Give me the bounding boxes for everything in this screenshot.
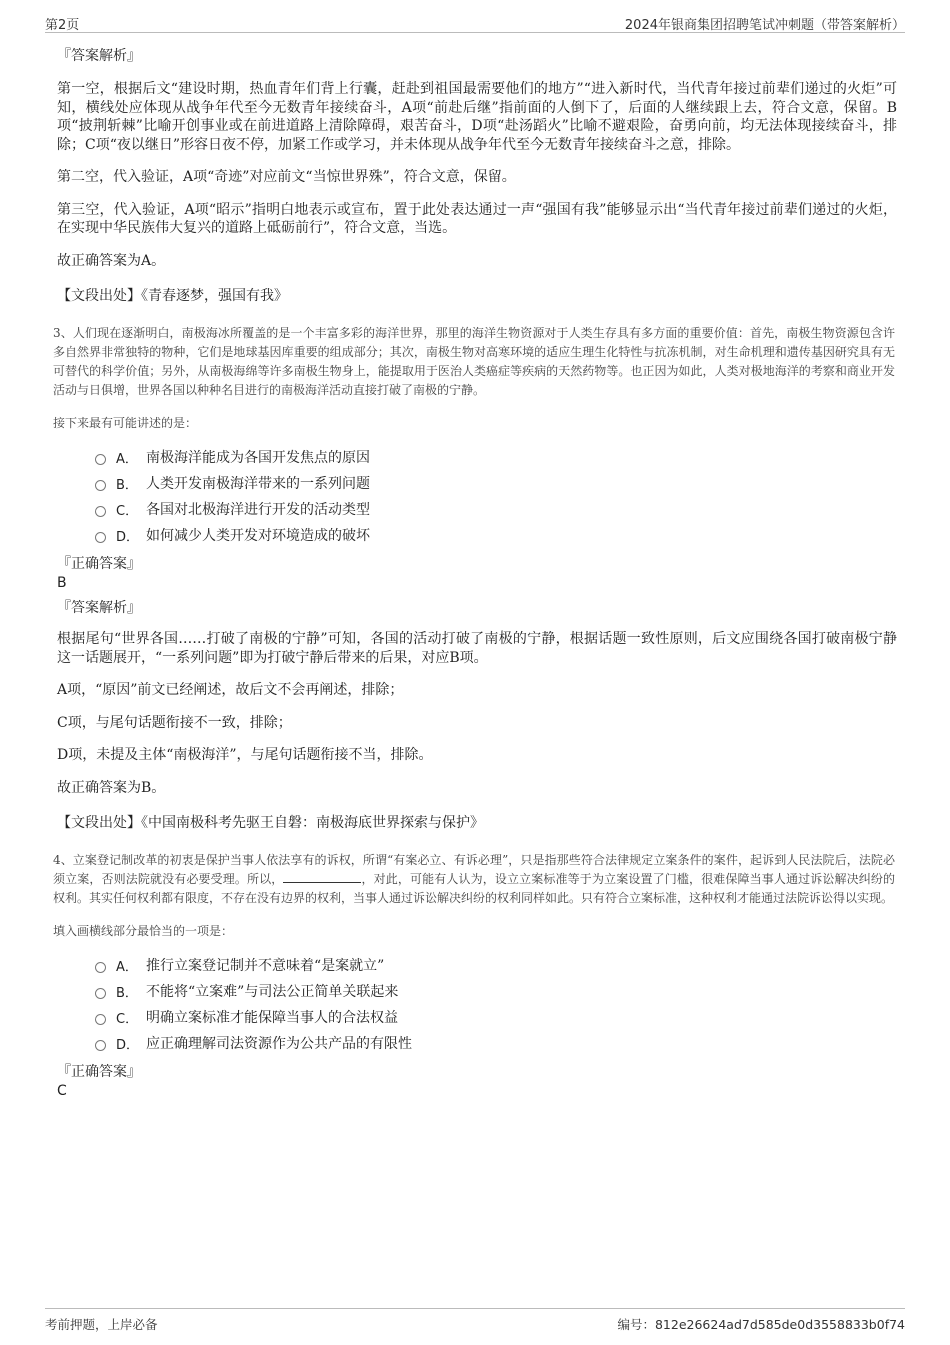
question-stem: 3、人们现在逐渐明白，南极海冰所覆盖的是一个丰富多彩的海洋世界，那里的海洋生物资源对于人类生存具有多方面的重要价值：首先，南极生物资源包含许多自然界非常独特的物种，它们是地球基因库重要的组成部分；其次，南极生物对高寒环境的适应生理生化特性与抗冻机制，对生命机理和遗传基因研究具有无可替代的科学价值；另外，从南极海绵等许多南极生物身上，能提取用于医治人类癌症等疾病的天然药物等。也正因为如此，人类对极地海洋的考察和商业开发活动与日俱增，世界各国以种种名目进行的南极海洋活动直接打破了南极的宁静。 bbox=[53, 326, 895, 397]
radio-button[interactable] bbox=[95, 1040, 106, 1051]
analysis-paragraph: 根据尾句“世界各国……打破了南极的宁静”可知，各国的活动打破了南极的宁静，根据话题一致性原则，后文应围绕各国打破南极宁静这一话题展开，“一系列问题”即为打破宁静后带来的后果，对应B项。 bbox=[57, 631, 897, 666]
option-list bbox=[95, 444, 897, 548]
option-b[interactable] bbox=[95, 470, 897, 496]
radio-button[interactable] bbox=[95, 962, 106, 973]
option-text: 南极海洋能成为各国开发焦点的原因 bbox=[146, 450, 370, 466]
page-footer bbox=[45, 1308, 905, 1335]
analysis-paragraph: 第一空，根据后文“建设时期，热血青年们背上行囊，赶赴到祖国最需要他们的地方”“进入新时代，当代青年接过前辈们递过的火炬”可知，横线处应体现从战争年代至今无数青年接续奋斗，A项“前赴后继”指前面的人倒下了，后面的人继续跟上去，符合文意，保留。B项“披荆斩棘”比喻开创事业或在前进道路上清除障碍，艰苦奋斗，D项“赴汤蹈火”比喻不避艰险，奋勇向前，均无法体现接续奋斗，排除；C项“夜以继日”形容日夜不停，加紧工作或学习，并未体现从战争年代至今无数青年接续奋斗之意，排除。 bbox=[57, 81, 897, 153]
analysis-conclusion: 故正确答案为B。 bbox=[57, 779, 166, 796]
option-text: 应正确理解司法资源作为公共产品的有限性 bbox=[146, 1036, 412, 1052]
option-d[interactable] bbox=[95, 1030, 897, 1056]
option-label: A． bbox=[116, 451, 138, 467]
option-d[interactable] bbox=[95, 522, 897, 548]
option-label: C． bbox=[116, 1011, 139, 1027]
option-c[interactable] bbox=[95, 1004, 897, 1030]
radio-button[interactable] bbox=[95, 506, 106, 517]
option-list bbox=[95, 952, 897, 1056]
option-text: 各国对北极海洋进行开发的活动类型 bbox=[146, 502, 370, 518]
option-a[interactable] bbox=[95, 952, 897, 978]
option-label: B． bbox=[116, 985, 138, 1001]
option-c[interactable] bbox=[95, 496, 897, 522]
option-label: D． bbox=[116, 1037, 140, 1053]
passage-source: 【文段出处】《中国南极科考先驱王自磐：南极海底世界探索与保护》 bbox=[57, 815, 484, 831]
question-stem bbox=[53, 851, 895, 908]
option-text: 明确立案标准才能保障当事人的合法权益 bbox=[146, 1010, 398, 1026]
page-number: 第2页 bbox=[45, 18, 80, 33]
analysis-paragraph: 第二空，代入验证，A项“奇迹”对应前文“当惊世界殊”，符合文意，保留。 bbox=[57, 169, 516, 185]
option-label: D． bbox=[116, 529, 140, 545]
analysis-paragraph: A项，“原因”前文已经阐述，故后文不会再阐述，排除； bbox=[57, 682, 404, 698]
question-prompt: 接下来最有可能讲述的是： bbox=[53, 416, 198, 430]
radio-button[interactable] bbox=[95, 1014, 106, 1025]
previous-question-analysis bbox=[57, 46, 897, 306]
passage-source: 【文段出处】《青春逐梦，强国有我》 bbox=[57, 288, 288, 304]
option-b[interactable] bbox=[95, 978, 897, 1004]
option-text: 推行立案登记制并不意味着“是案就立” bbox=[146, 958, 385, 974]
option-label: C． bbox=[116, 503, 139, 519]
footer-slogan: 考前押题，上岸必备 bbox=[45, 1317, 158, 1332]
option-a[interactable] bbox=[95, 444, 897, 470]
question-3 bbox=[53, 324, 897, 833]
analysis-tag: 『答案解析』 bbox=[57, 600, 141, 616]
option-label: A． bbox=[116, 959, 138, 975]
stem-after-blank: ，对此，可能有人认为，设立立案标准等于为立案设置了门槛，很难保障当事人通过诉讼解决纠纷的权利。其实任何权利都有限度，不存在没有边界的权利，当事人通过诉讼解决纠纷的权利同样如此。只有符合立案标准，这种权利才能通过法院诉讼得以实现。 bbox=[53, 872, 895, 905]
correct-answer-tag: 『正确答案』 bbox=[57, 556, 141, 572]
document-title: 2024年银商集团招聘笔试冲刺题（带答案解析） bbox=[624, 18, 905, 33]
page-header bbox=[45, 12, 905, 33]
fill-in-blank bbox=[283, 870, 361, 883]
question-prompt: 填入画横线部分最恰当的一项是： bbox=[53, 924, 234, 938]
page-content bbox=[53, 40, 897, 1100]
analysis-conclusion: 故正确答案为A。 bbox=[57, 252, 166, 269]
question-4 bbox=[53, 851, 897, 1100]
option-text: 人类开发南极海洋带来的一系列问题 bbox=[146, 476, 370, 492]
analysis-paragraph: D项，未提及主体“南极海洋”，与尾句话题衔接不当，排除。 bbox=[57, 747, 433, 763]
option-label: B． bbox=[116, 477, 138, 493]
radio-button[interactable] bbox=[95, 454, 106, 465]
analysis-tag: 『答案解析』 bbox=[57, 48, 141, 64]
option-text: 如何减少人类开发对环境造成的破坏 bbox=[146, 528, 370, 544]
document-serial: 编号：812e26624ad7d585de0d3558833b0f74 bbox=[617, 1317, 905, 1332]
stem-before-blank: 4、立案登记制改革的初衷是保护当事人依法享有的诉权，所谓“有案必立、有诉必理”，只是指那些符合法律规定立案条件的案件，起诉到人民法院后，法院必须立案，否则法院就没有必要受理。所以， bbox=[53, 853, 895, 886]
radio-button[interactable] bbox=[95, 532, 106, 543]
radio-button[interactable] bbox=[95, 480, 106, 491]
correct-answer: B bbox=[57, 575, 67, 591]
option-text: 不能将“立案难”与司法公正简单关联起来 bbox=[146, 984, 399, 1000]
radio-button[interactable] bbox=[95, 988, 106, 999]
analysis-paragraph: C项，与尾句话题衔接不一致，排除； bbox=[57, 714, 292, 731]
analysis-paragraph: 第三空，代入验证，A项“昭示”指明白地表示或宣布，置于此处表达通过一声“强国有我”能够显示出“当代青年接过前辈们递过的火炬，在实现中华民族伟大复兴的道路上砥砺前行”，符合文意，当选。 bbox=[57, 201, 897, 236]
correct-answer: C bbox=[57, 1083, 67, 1099]
correct-answer-tag: 『正确答案』 bbox=[57, 1064, 141, 1080]
